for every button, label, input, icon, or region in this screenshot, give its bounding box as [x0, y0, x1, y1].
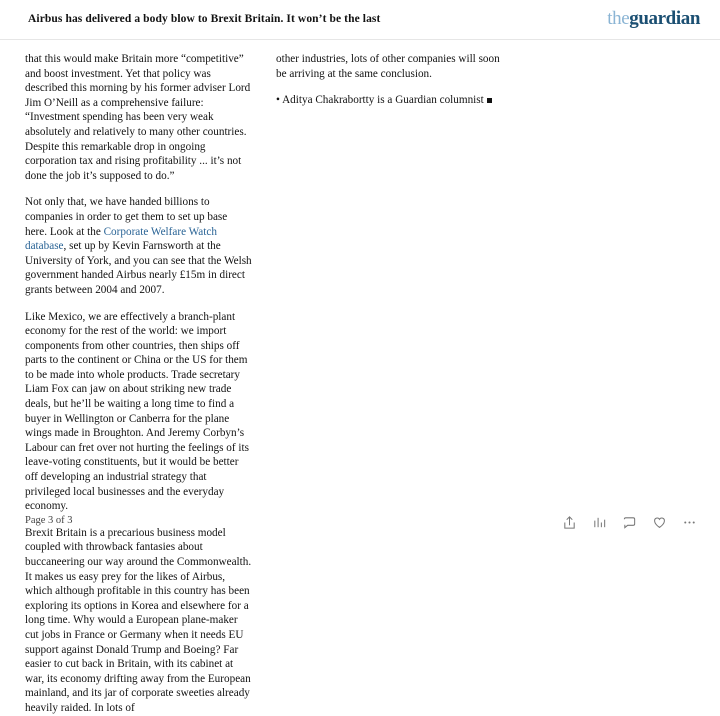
document-footer — [0, 509, 720, 539]
paragraph: Like Mexico, we are effectively a branch-plant economy for the rest of the world: we import components from other countries, then ships off parts to the continent or China or the US for them to be made into whole products. Trade secretary Liam Fox can jaw on about striking new trade deals, but he’ll be waiting a long time to find a buyer in Wellington or Canberra for the plane wings made in Broughton. And Jeremy Corbyn’s Labour can fret over not hurting the feelings of its leave-voting constituents, but it would be better off developing an industrial strategy that privileged local businesses and the everyday economy. — [25, 310, 249, 513]
more-icon[interactable] — [678, 512, 702, 534]
heart-icon[interactable] — [648, 512, 672, 534]
paragraph: other industries, lots of other companies will soon be arriving at the same conclusion. — [276, 53, 500, 80]
guardian-logo — [607, 8, 700, 30]
paragraph: Brexit Britain is a precarious business model coupled with throwback fantasies about buccaneering our way around the Commonwealth. It makes us easy prey for the likes of Airbus, which although profitable in this country has been exploring its options in Korea and elsewhere for a long time. Why would a European plane-maker cut jobs in France or Germany when it needs EU support against Donald Trump and Boeing? Far easier to cut back in Britain, with its cabinet at war, its economy drifting away from the European mainland, and its jar of corporate sweeties already heavily raided. In lots of — [25, 526, 252, 714]
share-icon[interactable] — [558, 512, 582, 534]
article-columns — [25, 52, 695, 716]
article-byline — [276, 93, 503, 108]
article-column-right — [276, 52, 503, 120]
paragraph-text-after-link: , set up by Kevin Farnsworth at the University of York, and you can see that the Welsh government handed Airbus nearly £15m in direct grants between 2004 and 2007. — [25, 240, 252, 296]
article-running-title: Airbus has delivered a body blow to Brexit Britain. It won’t be the last — [28, 13, 381, 25]
logo-the: the — [607, 8, 630, 29]
corporate-welfare-watch-link[interactable]: Corporate Welfare Watch database — [25, 225, 217, 253]
article-column-left — [25, 52, 252, 716]
action-bar — [556, 512, 702, 534]
paragraph-text-before-link: Not only that, we have handed billions to companies in order to get them to set up base here. Look at the — [25, 196, 228, 238]
logo-guardian: guardian — [629, 8, 700, 29]
page-indicator: Page 3 of 3 — [25, 515, 73, 526]
comment-icon[interactable] — [618, 512, 642, 534]
paragraph-with-link — [25, 195, 252, 297]
document-header — [0, 0, 720, 40]
stats-icon[interactable] — [588, 512, 612, 534]
byline-text: • Aditya Chakrabortty is a Guardian columnist — [276, 94, 484, 107]
paragraph: that this would make Britain more “competitive” and boost investment. Yet that policy was described this morning by his former adviser Lord Jim O’Neill as a comprehensive failure: “Investment spending has been very weak absolutely and relatively to many other countries. Despite this remarkable drop in ongoing corporation tax and rising profitability ... it’s not done the job it’s supposed to do.” — [25, 53, 251, 182]
end-of-article-mark — [487, 98, 492, 103]
